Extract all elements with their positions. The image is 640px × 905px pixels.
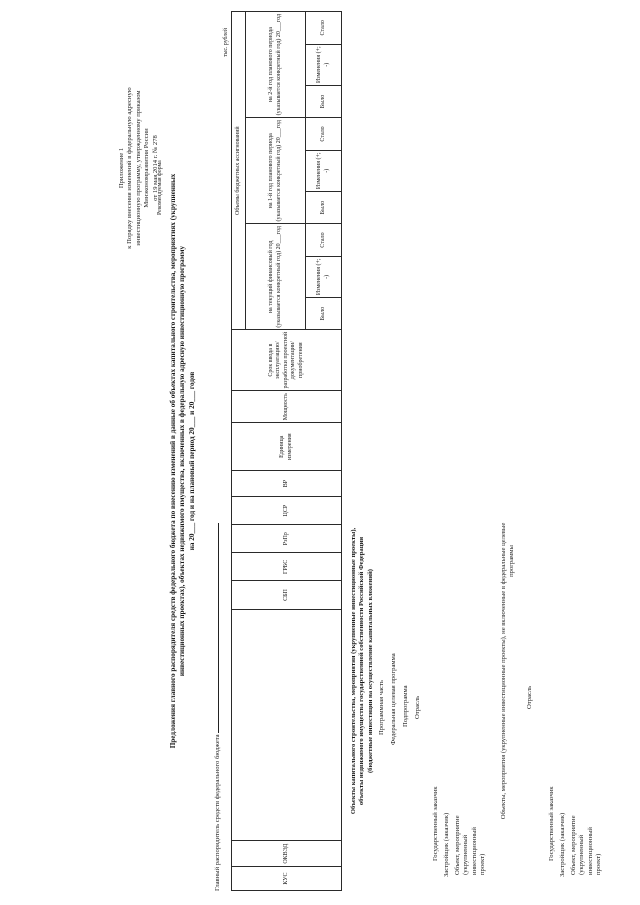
header-term: Срок ввода в эксплуатацию/ разработки проектной документации/ приобретения xyxy=(232,330,342,391)
budget-manager-line xyxy=(212,523,221,891)
sub-change-current: Изменения (+; -) xyxy=(306,256,342,297)
section1-line-3: (бюджетные инвестиции на осуществление капитальных вложений) xyxy=(366,568,374,774)
section1-program-part: Программная часть xyxy=(378,680,385,735)
section1-object: Объект, мероприятие (укрупненный инвестиционный проект) xyxy=(454,815,487,875)
document-title xyxy=(169,31,197,891)
appendix-header xyxy=(118,73,160,263)
section1-federal-program: Федеральная целевая программа xyxy=(390,653,397,745)
sub-change-second: Изменения (+; -) xyxy=(306,44,342,85)
section1-line-2: объекты недвижимого имущества государственной собственности Российской Федерации xyxy=(358,536,366,806)
section2-heading xyxy=(500,451,517,891)
header-vr: ВР xyxy=(232,471,342,497)
section2-object: Объект, мероприятие (укрупненный инвестиционный проект) xyxy=(570,815,603,875)
sub-now-second: Стало xyxy=(306,12,342,45)
title-line-1: Предложения главного распорядителя средств федерального бюджета по внесению изменений в данные об объектах капитального строительства, мероприятиях (укрупненных xyxy=(169,173,177,749)
section2-developer: Застройщик (заказчик) xyxy=(559,812,566,877)
appendix-line-5: от 19 мая 2014 г. № 278 xyxy=(151,135,159,201)
section2-line-1: Объекты, мероприятия (укрупненные инвестиционные проекты), не включенные в федеральные целевые xyxy=(500,522,507,820)
sub-now-current: Стало xyxy=(306,224,342,256)
header-csr: ЦСР xyxy=(232,497,342,525)
sub-was-current: Было xyxy=(306,297,342,329)
section2-customer: Государственный заказчик xyxy=(548,786,555,861)
section1-subprogram: Подпрограмма xyxy=(402,685,409,727)
header-period-first: на 1-й год планового периода (указывается конкретный год) 20___год xyxy=(246,118,306,224)
section1-heading xyxy=(350,451,375,891)
header-grbs: ГРБС xyxy=(232,553,342,581)
header-sbp: СБП xyxy=(232,581,342,609)
appendix-line-4: Минэкономразвития России xyxy=(143,128,151,208)
header-volumes: Объемы бюджетных ассигнований xyxy=(232,12,246,330)
title-line-2: инвестиционных проектах), объектах недвижимого имущества, включенных в федеральную адресную инвестиционную программу xyxy=(178,245,187,677)
title-line-3: на 20___ год и на плановый период 20___ и 20___ годов xyxy=(187,371,196,551)
header-period-second: на 2-й год планового периода (указывается конкретный год) 20___год xyxy=(246,12,306,118)
unit-label: тыс. рублей xyxy=(223,28,229,57)
section1-customer: Государственный заказчик xyxy=(432,786,439,861)
section2-industry: Отрасль xyxy=(526,685,533,709)
header-power: Мощность xyxy=(232,390,342,422)
sub-was-first: Было xyxy=(306,191,342,223)
header-okved: ОКВЭД xyxy=(232,841,342,867)
sub-change-first: Изменения (+; -) xyxy=(306,150,342,191)
budget-manager-blank xyxy=(212,523,219,733)
section1-developer: Застройщик (заказчик) xyxy=(443,812,450,877)
header-name xyxy=(232,609,342,841)
header-unit: Единица измерения xyxy=(232,423,342,471)
appendix-line-3: инвестиционную программу, утвержденному приказом xyxy=(134,90,142,246)
section1-industry: Отрасль xyxy=(414,695,421,719)
section2-line-2: программы xyxy=(508,545,516,577)
header-rzpr: РзПр xyxy=(232,525,342,553)
appendix-line-1: Приложение 1 xyxy=(118,147,125,189)
budget-manager-label: Главный распорядитель средств федерального бюджета xyxy=(214,734,221,891)
header-period-current: на текущий финансовый год (указывается конкретный год) 20___год xyxy=(246,224,306,330)
section1-line-1: Объекты капитального строительства, мероприятия (укрупненные инвестиционные проекты), xyxy=(350,527,357,815)
recommended-form-label: Рекомендуемая форма xyxy=(157,160,163,215)
appendix-line-2: к Порядку внесения изменений в федеральную адресную xyxy=(126,87,134,249)
header-kus: КУС xyxy=(232,867,342,891)
sub-now-first: Стало xyxy=(306,118,342,150)
sub-was-second: Было xyxy=(306,85,342,117)
main-table xyxy=(231,11,342,891)
